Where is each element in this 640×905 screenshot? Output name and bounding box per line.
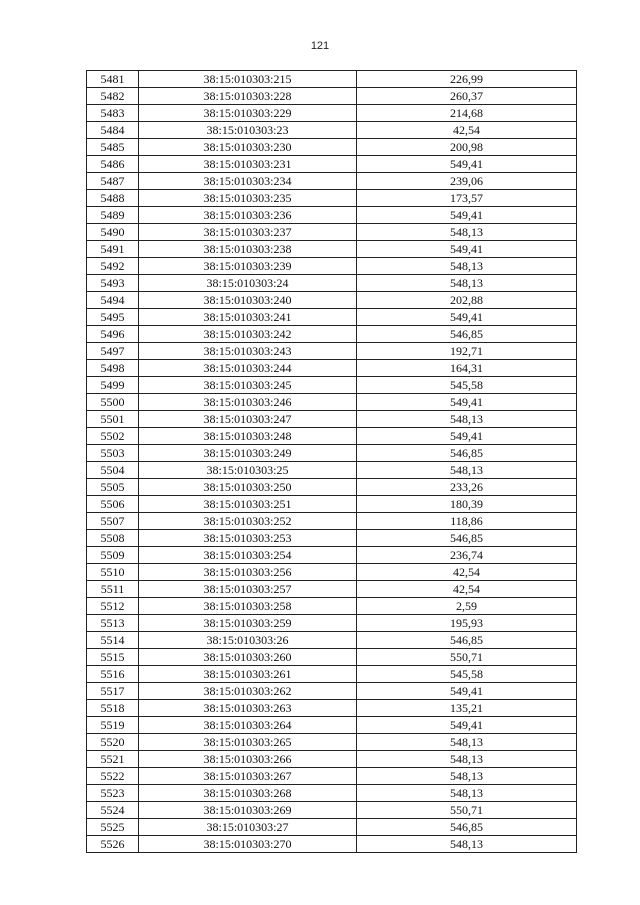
table-row xyxy=(87,411,577,428)
area-cell: 214,68 xyxy=(357,105,577,122)
row-number-cell: 5516 xyxy=(87,666,139,683)
cadastral-number-cell: 38:15:010303:257 xyxy=(139,581,357,598)
table-row xyxy=(87,496,577,513)
area-cell: 549,41 xyxy=(357,394,577,411)
table-row xyxy=(87,275,577,292)
cadastral-number-cell: 38:15:010303:248 xyxy=(139,428,357,445)
cadastral-number-cell: 38:15:010303:252 xyxy=(139,513,357,530)
cadastral-number-cell: 38:15:010303:250 xyxy=(139,479,357,496)
area-cell: 548,13 xyxy=(357,836,577,853)
area-cell: 42,54 xyxy=(357,564,577,581)
table-row xyxy=(87,360,577,377)
row-number-cell: 5514 xyxy=(87,632,139,649)
cadastral-number-cell: 38:15:010303:242 xyxy=(139,326,357,343)
table-row xyxy=(87,326,577,343)
cadastral-number-cell: 38:15:010303:253 xyxy=(139,530,357,547)
cadastral-number-cell: 38:15:010303:267 xyxy=(139,768,357,785)
table-row xyxy=(87,71,577,88)
row-number-cell: 5502 xyxy=(87,428,139,445)
table-row xyxy=(87,530,577,547)
row-number-cell: 5499 xyxy=(87,377,139,394)
row-number-cell: 5506 xyxy=(87,496,139,513)
cadastral-number-cell: 38:15:010303:243 xyxy=(139,343,357,360)
registry-table-body xyxy=(87,71,577,853)
row-number-cell: 5518 xyxy=(87,700,139,717)
area-cell: 548,13 xyxy=(357,275,577,292)
row-number-cell: 5523 xyxy=(87,785,139,802)
area-cell: 548,13 xyxy=(357,462,577,479)
row-number-cell: 5484 xyxy=(87,122,139,139)
cadastral-number-cell: 38:15:010303:259 xyxy=(139,615,357,632)
row-number-cell: 5495 xyxy=(87,309,139,326)
table-row xyxy=(87,445,577,462)
page-number: 121 xyxy=(310,40,330,52)
row-number-cell: 5500 xyxy=(87,394,139,411)
cadastral-number-cell: 38:15:010303:261 xyxy=(139,666,357,683)
table-row xyxy=(87,122,577,139)
area-cell: 192,71 xyxy=(357,343,577,360)
table-row xyxy=(87,819,577,836)
cadastral-number-cell: 38:15:010303:215 xyxy=(139,71,357,88)
area-cell: 546,85 xyxy=(357,445,577,462)
table-row xyxy=(87,394,577,411)
area-cell: 118,86 xyxy=(357,513,577,530)
cadastral-number-cell: 38:15:010303:236 xyxy=(139,207,357,224)
row-number-cell: 5505 xyxy=(87,479,139,496)
area-cell: 548,13 xyxy=(357,768,577,785)
row-number-cell: 5482 xyxy=(87,88,139,105)
row-number-cell: 5515 xyxy=(87,649,139,666)
table-row xyxy=(87,717,577,734)
table-row xyxy=(87,547,577,564)
area-cell: 548,13 xyxy=(357,411,577,428)
row-number-cell: 5487 xyxy=(87,173,139,190)
area-cell: 548,13 xyxy=(357,751,577,768)
area-cell: 42,54 xyxy=(357,122,577,139)
area-cell: 548,13 xyxy=(357,258,577,275)
area-cell: 545,58 xyxy=(357,377,577,394)
table-row xyxy=(87,836,577,853)
row-number-cell: 5496 xyxy=(87,326,139,343)
table-row xyxy=(87,513,577,530)
table-row xyxy=(87,343,577,360)
cadastral-number-cell: 38:15:010303:266 xyxy=(139,751,357,768)
cadastral-number-cell: 38:15:010303:269 xyxy=(139,802,357,819)
cadastral-number-cell: 38:15:010303:241 xyxy=(139,309,357,326)
row-number-cell: 5490 xyxy=(87,224,139,241)
area-cell: 549,41 xyxy=(357,428,577,445)
table-row xyxy=(87,700,577,717)
row-number-cell: 5517 xyxy=(87,683,139,700)
row-number-cell: 5509 xyxy=(87,547,139,564)
row-number-cell: 5493 xyxy=(87,275,139,292)
cadastral-number-cell: 38:15:010303:270 xyxy=(139,836,357,853)
row-number-cell: 5503 xyxy=(87,445,139,462)
table-row xyxy=(87,190,577,207)
area-cell: 135,21 xyxy=(357,700,577,717)
table-row xyxy=(87,309,577,326)
row-number-cell: 5491 xyxy=(87,241,139,258)
table-row xyxy=(87,581,577,598)
area-cell: 236,74 xyxy=(357,547,577,564)
cadastral-number-cell: 38:15:010303:245 xyxy=(139,377,357,394)
cadastral-number-cell: 38:15:010303:247 xyxy=(139,411,357,428)
area-cell: 549,41 xyxy=(357,309,577,326)
area-cell: 2,59 xyxy=(357,598,577,615)
row-number-cell: 5508 xyxy=(87,530,139,547)
cadastral-number-cell: 38:15:010303:230 xyxy=(139,139,357,156)
area-cell: 164,31 xyxy=(357,360,577,377)
table-row xyxy=(87,768,577,785)
cadastral-number-cell: 38:15:010303:240 xyxy=(139,292,357,309)
cadastral-number-cell: 38:15:010303:25 xyxy=(139,462,357,479)
cadastral-number-cell: 38:15:010303:231 xyxy=(139,156,357,173)
table-row xyxy=(87,377,577,394)
table-row xyxy=(87,564,577,581)
area-cell: 546,85 xyxy=(357,632,577,649)
cadastral-number-cell: 38:15:010303:237 xyxy=(139,224,357,241)
cadastral-number-cell: 38:15:010303:256 xyxy=(139,564,357,581)
table-row xyxy=(87,649,577,666)
table-row xyxy=(87,785,577,802)
area-cell: 239,06 xyxy=(357,173,577,190)
area-cell: 549,41 xyxy=(357,207,577,224)
table-row xyxy=(87,224,577,241)
row-number-cell: 5483 xyxy=(87,105,139,122)
row-number-cell: 5511 xyxy=(87,581,139,598)
table-row xyxy=(87,88,577,105)
cadastral-number-cell: 38:15:010303:238 xyxy=(139,241,357,258)
cadastral-number-cell: 38:15:010303:229 xyxy=(139,105,357,122)
table-row xyxy=(87,632,577,649)
area-cell: 549,41 xyxy=(357,717,577,734)
cadastral-number-cell: 38:15:010303:26 xyxy=(139,632,357,649)
area-cell: 195,93 xyxy=(357,615,577,632)
table-row xyxy=(87,173,577,190)
cadastral-number-cell: 38:15:010303:263 xyxy=(139,700,357,717)
table-row xyxy=(87,292,577,309)
area-cell: 546,85 xyxy=(357,530,577,547)
table-row xyxy=(87,479,577,496)
row-number-cell: 5494 xyxy=(87,292,139,309)
row-number-cell: 5512 xyxy=(87,598,139,615)
row-number-cell: 5481 xyxy=(87,71,139,88)
row-number-cell: 5489 xyxy=(87,207,139,224)
table-row xyxy=(87,666,577,683)
cadastral-number-cell: 38:15:010303:258 xyxy=(139,598,357,615)
row-number-cell: 5526 xyxy=(87,836,139,853)
area-cell: 546,85 xyxy=(357,819,577,836)
cadastral-number-cell: 38:15:010303:235 xyxy=(139,190,357,207)
area-cell: 173,57 xyxy=(357,190,577,207)
table-row xyxy=(87,802,577,819)
area-cell: 545,58 xyxy=(357,666,577,683)
cadastral-number-cell: 38:15:010303:228 xyxy=(139,88,357,105)
row-number-cell: 5510 xyxy=(87,564,139,581)
table-row xyxy=(87,105,577,122)
cadastral-number-cell: 38:15:010303:23 xyxy=(139,122,357,139)
table-row xyxy=(87,734,577,751)
row-number-cell: 5522 xyxy=(87,768,139,785)
row-number-cell: 5492 xyxy=(87,258,139,275)
cadastral-number-cell: 38:15:010303:234 xyxy=(139,173,357,190)
area-cell: 548,13 xyxy=(357,785,577,802)
cadastral-number-cell: 38:15:010303:265 xyxy=(139,734,357,751)
registry-table xyxy=(86,70,577,853)
cadastral-number-cell: 38:15:010303:254 xyxy=(139,547,357,564)
cadastral-number-cell: 38:15:010303:24 xyxy=(139,275,357,292)
cadastral-number-cell: 38:15:010303:27 xyxy=(139,819,357,836)
row-number-cell: 5504 xyxy=(87,462,139,479)
table-row xyxy=(87,156,577,173)
area-cell: 200,98 xyxy=(357,139,577,156)
area-cell: 550,71 xyxy=(357,802,577,819)
cadastral-number-cell: 38:15:010303:260 xyxy=(139,649,357,666)
table-row xyxy=(87,139,577,156)
row-number-cell: 5521 xyxy=(87,751,139,768)
row-number-cell: 5486 xyxy=(87,156,139,173)
table-row xyxy=(87,258,577,275)
cadastral-number-cell: 38:15:010303:264 xyxy=(139,717,357,734)
cadastral-number-cell: 38:15:010303:244 xyxy=(139,360,357,377)
table-row xyxy=(87,683,577,700)
area-cell: 260,37 xyxy=(357,88,577,105)
row-number-cell: 5497 xyxy=(87,343,139,360)
area-cell: 549,41 xyxy=(357,241,577,258)
area-cell: 233,26 xyxy=(357,479,577,496)
table-row xyxy=(87,241,577,258)
row-number-cell: 5501 xyxy=(87,411,139,428)
row-number-cell: 5520 xyxy=(87,734,139,751)
area-cell: 202,88 xyxy=(357,292,577,309)
row-number-cell: 5498 xyxy=(87,360,139,377)
area-cell: 549,41 xyxy=(357,683,577,700)
cadastral-number-cell: 38:15:010303:268 xyxy=(139,785,357,802)
cadastral-number-cell: 38:15:010303:262 xyxy=(139,683,357,700)
area-cell: 550,71 xyxy=(357,649,577,666)
area-cell: 546,85 xyxy=(357,326,577,343)
cadastral-number-cell: 38:15:010303:249 xyxy=(139,445,357,462)
area-cell: 549,41 xyxy=(357,156,577,173)
row-number-cell: 5485 xyxy=(87,139,139,156)
cadastral-number-cell: 38:15:010303:251 xyxy=(139,496,357,513)
row-number-cell: 5513 xyxy=(87,615,139,632)
table-row xyxy=(87,428,577,445)
area-cell: 180,39 xyxy=(357,496,577,513)
cadastral-number-cell: 38:15:010303:246 xyxy=(139,394,357,411)
area-cell: 548,13 xyxy=(357,734,577,751)
area-cell: 226,99 xyxy=(357,71,577,88)
row-number-cell: 5488 xyxy=(87,190,139,207)
area-cell: 42,54 xyxy=(357,581,577,598)
row-number-cell: 5525 xyxy=(87,819,139,836)
table-row xyxy=(87,462,577,479)
row-number-cell: 5519 xyxy=(87,717,139,734)
row-number-cell: 5524 xyxy=(87,802,139,819)
table-row xyxy=(87,615,577,632)
area-cell: 548,13 xyxy=(357,224,577,241)
table-row xyxy=(87,207,577,224)
table-row xyxy=(87,598,577,615)
table-row xyxy=(87,751,577,768)
row-number-cell: 5507 xyxy=(87,513,139,530)
cadastral-number-cell: 38:15:010303:239 xyxy=(139,258,357,275)
